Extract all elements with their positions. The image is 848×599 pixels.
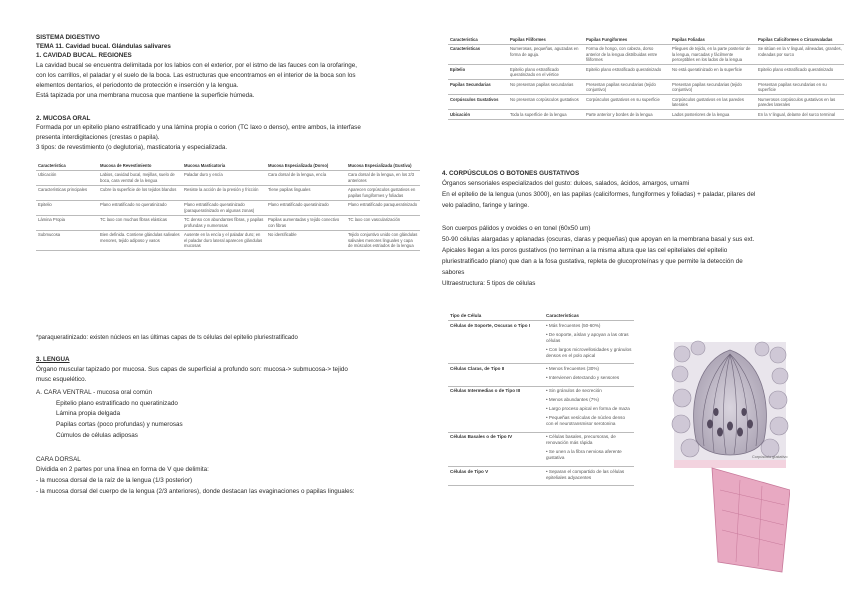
table-row <box>36 185 420 200</box>
table-row <box>448 321 634 364</box>
table-cell <box>544 386 634 432</box>
bullet-item: • De soporte, aíslan y apoyan a las otras células <box>546 331 629 343</box>
table-cell: Numerosos corpúsculos gustativos en las paredes laterales <box>756 95 844 110</box>
bullet-item: • Se unen a la fibra nerviosa aferente gustativa <box>546 449 622 461</box>
cara-dorsal-line: - la mucosa dorsal de la raíz de la lengua (1/3 posterior) <box>36 477 193 484</box>
table-cell: Se sitúan en la V lingual, alineadas, grandes, rodeadas por surco <box>756 44 844 64</box>
section-1-heading: 1. CAVIDAD BUCAL. REGIONES <box>36 52 132 59</box>
table-cell: Células Intermedias o de Tipo III <box>448 386 544 432</box>
table-cell <box>544 364 634 386</box>
bullet-item: • Con largos microvellosidades y gránulos densos en el polo apical <box>546 346 632 358</box>
table-row <box>448 386 634 432</box>
bullet-item: • Sin gránulos de secreción <box>546 388 602 394</box>
basal-membrane <box>674 460 786 468</box>
doc-subtitle: TEMA 11. Cavidad bucal. Glándulas salivares <box>36 43 171 50</box>
bullet-item: • Menos frecuentes (30%) <box>546 365 599 371</box>
section-4-line: pluriestratificado plano) que dan a la fosa gustativa, repleta de glucoproteínas y que permite la detección de <box>442 258 743 265</box>
bullet-item: • Pequeñas vesículas de núcleo denso con el neurotransmisor serotonina <box>546 415 625 427</box>
table-cell: Células de Soporte, Oscuras o Tipo I <box>448 321 544 364</box>
section-4-line: 50-90 células alargadas y aplanadas (oscuras, claras y pequeñas) que apoyan en la membrana basal y sus ext. <box>442 236 755 243</box>
section-1-line: La cavidad bucal se encuentra delimitada por los labios con el exterior, por el istmo de las fauces con la orofaringe, <box>36 62 357 69</box>
table-row <box>448 466 634 485</box>
bullet-item: • Intervienen detectando y sensores <box>546 374 620 380</box>
table-cell: Tiene papilas linguales <box>266 185 346 200</box>
table-cell: Aparecen corpúsculos gustativos en papilas fungiformes y foliadas <box>346 185 420 200</box>
cara-ventral-heading: A. CARA VENTRAL - mucosa oral común <box>36 389 152 396</box>
table-cell: Forma de hongo, con cabeza, dorso anterior de la lengua distribuidas entre filiformes <box>584 44 670 64</box>
table-cell: Lámina Propia <box>36 215 98 230</box>
table-header-row <box>448 311 634 321</box>
table-cell: Presentan papilas secundarias en su superficie <box>756 80 844 95</box>
table-header-cell: Papilas Caliciformes o Circunvaladas <box>758 36 833 42</box>
section-4-line: sabores <box>442 269 465 276</box>
table-cell: Células de Tipo V <box>448 466 544 485</box>
table-cell: Ubicación <box>448 110 508 120</box>
table-row <box>448 432 634 466</box>
section-4-line: En el epitelio de la lengua (unos 3000), en las papilas (caliciformes, fungiformes y foliadas) + paladar, pilares del <box>442 191 756 198</box>
table-cell: Tejido conjuntivo unido con glándulas salivales menores linguales y capa de músculos estriados de la lengua <box>346 230 420 250</box>
figure-caption: Corpúsculo gustativo <box>752 455 788 459</box>
table-header-cell: Papilas Fungiformes <box>586 36 628 42</box>
bullet-item: • Largo proceso apical en forma de maza <box>546 406 630 412</box>
section-4-line: Apicales llegan a los poros gustativos (no terminan a la misma altura que las cel epiteliales del epitelio <box>442 247 728 254</box>
table-cell: No está queratinizado en la superficie <box>670 65 756 80</box>
section-4-line: Son cuerpos pálidos y ovoides o en tonel (60x50 um) <box>442 225 591 232</box>
table-header-row <box>448 35 844 44</box>
nerve-tissue-block <box>712 468 790 572</box>
cara-dorsal-line: Dividida en 2 partes por una línea en forma de V que delimita: <box>36 466 209 473</box>
section-1-line: elementos dentarios, el periodonto de protección e inserción y la lengua. <box>36 82 239 89</box>
table-cell: Plano estratificado queratinizado <box>266 200 346 215</box>
table-cell: Pliegues de tejido, en la parte posterior de la lengua, marcadas y fácilmente perceptibles en los lados de la lengua <box>670 44 756 64</box>
cara-ventral-item: Papilas cortas (poco profundas) y numerosas <box>56 421 183 428</box>
table-cell: Epitelio <box>448 65 508 80</box>
cara-dorsal-heading: CARA DORSAL <box>36 456 81 463</box>
table-cell: Plano estratificado no queratinizado <box>98 200 182 215</box>
doc-title: SISTEMA DIGESTIVO <box>36 34 100 41</box>
table-header-cell: Papilas Foliadas <box>672 36 705 42</box>
table-cell: Cara dorsal de la lengua, encía <box>266 170 346 185</box>
table-cell: TC denso con abundantes fibras, y papilas profundas y numerosas <box>182 215 266 230</box>
table-header-cell: Mucosa Masticatoria <box>184 162 226 168</box>
mucosa-table <box>36 161 420 251</box>
table-row <box>36 200 420 215</box>
table-header-cell: Mucosa de Revestimiento <box>100 162 152 168</box>
papilas-table <box>448 35 844 120</box>
table-row <box>448 95 844 110</box>
table-cell: Características <box>448 44 508 64</box>
table-row <box>448 364 634 386</box>
table-cell: No presentan papilas secundarias <box>508 80 584 95</box>
table-cell: Ausente en la encía y el paladar duro; en el paladar duro lateral aparecen glándulas mucosas <box>182 230 266 250</box>
table-cell: No identificable <box>266 230 346 250</box>
bullet-item: • Más frecuentes (50-60%) <box>546 322 601 328</box>
table-cell: Epitelio plano estratificado queratinizado <box>756 65 844 80</box>
table-row <box>448 110 844 120</box>
table-cell: Presentan papilas secundarias (tejido conjuntivo) <box>584 80 670 95</box>
table-cell: TC laxo con vascularización <box>346 215 420 230</box>
table-cell: Lados posteriores de la lengua <box>670 110 756 120</box>
table-cell: Cubre la superficie de los tejidos blandos <box>98 185 182 200</box>
bullet-item: • Separan el compartido de las células epiteliales adyacentes <box>546 468 625 480</box>
table-cell: Epitelio <box>36 200 98 215</box>
table-row <box>448 80 844 95</box>
table-cell: Presentan papilas secundarias (tejido conjuntivo) <box>670 80 756 95</box>
section-4-line: Ultraestructura: 5 tipos de células <box>442 280 536 287</box>
section-2-line: 3 tipos: de revestimiento (o deglutoria), masticatoria y especializada. <box>36 144 228 151</box>
table-cell: Características principales <box>36 185 98 200</box>
cara-ventral-item: Lámina propia delgada <box>56 410 121 417</box>
section-1-line: Está tapizada por una membrana mucosa que mantiene la superficie húmeda. <box>36 92 255 99</box>
table-cell: Células Basales o de Tipo IV <box>448 432 544 466</box>
table-cell: Cara dorsal de la lengua, en los 2/3 anteriores <box>346 170 420 185</box>
table-cell: Papilas Secundarias <box>448 80 508 95</box>
table-cell: Corpúsculos gustativos en las paredes laterales <box>670 95 756 110</box>
taste-bud-illustration <box>670 340 790 575</box>
section-4-line: velo paladino, faringe y laringe. <box>442 202 530 209</box>
table-row <box>448 44 844 64</box>
table-cell: Epitelio plano estratificado queratinizado en el vértice <box>508 65 584 80</box>
table-header-cell: Mucosa Especializada (Dorso) <box>268 162 329 168</box>
cara-ventral-item: Cúmulos de células adiposas <box>56 432 138 439</box>
section-2-line: presenta interdigitaciones (crestas o papila). <box>36 134 160 141</box>
table-cell: Papilas aumentadas y tejido conectivo con fibras <box>266 215 346 230</box>
bullet-item: • Menos abundantes (7%) <box>546 397 599 403</box>
table-cell <box>544 321 634 364</box>
table-row <box>36 230 420 250</box>
table-row <box>36 170 420 185</box>
table-cell: Submucosa <box>36 230 98 250</box>
table-cell: Toda la superficie de la lengua <box>508 110 584 120</box>
table-cell: Corpúsculos Gustativos <box>448 95 508 110</box>
section-2-line: Formada por un epitelio plano estratificado y una lámina propia o corion (TC laxo o denso), entre ambos, la interfase <box>36 124 361 131</box>
cara-dorsal-line: - la mucosa dorsal del cuerpo de la lengua (2/3 anteriores), donde destacan las evaginaciones o papilas linguales: <box>36 488 355 495</box>
table-cell: Labios, cavidad bucal, mejillas, suelo de boca, cara ventral de la lengua <box>98 170 182 185</box>
section-2-heading: 2. MUCOSA ORAL <box>36 115 91 122</box>
section-3-heading: 3. LENGUA <box>36 356 70 363</box>
section-3-line: Órgano muscular tapizado por mucosa. Sus capas de superficial a profundo son: mucosa-> submucosa-> tejido <box>36 366 348 373</box>
table-cell: Paladar duro y encía <box>182 170 266 185</box>
section-4-line: Órganos sensoriales especializados del gusto: dulces, salados, ácidos, amargos, umami <box>442 180 690 187</box>
table-cell: No presentan corpúsculos gustativos <box>508 95 584 110</box>
section-3-line: musc esquelético. <box>36 376 87 383</box>
right-page <box>424 0 848 599</box>
table-header-cell: Característica <box>450 36 478 42</box>
section-1-line: con los carrillos, el paladar y el suelo de la boca. Las estructuras que encontramos en el interior de la boca son los <box>36 72 356 79</box>
table-cell: En la V lingual, delante del surco terminal <box>756 110 844 120</box>
table-header-cell: Característica <box>38 162 66 168</box>
table-cell: Resiste la acción de la presión y fricción <box>182 185 266 200</box>
cara-ventral-item: Epitelio plano estratificado no queratinizado <box>56 400 178 407</box>
footnote: *paraqueratinizado: existen núcleos en las últimas capas de ts células del epitelio pluriestratificado <box>36 335 298 341</box>
table-header-cell: Tipo de Célula <box>450 312 482 318</box>
table-header-cell: Características <box>546 312 579 318</box>
bullet-item: • Células basales, precursoras, de renovación más rápida <box>546 434 616 446</box>
table-header-cell: Mucosa Especializada (Gustiva) <box>348 162 412 168</box>
table-cell: Corpúsculos gustativos en su superficie <box>584 95 670 110</box>
table-cell <box>544 466 634 485</box>
table-row <box>36 215 420 230</box>
table-cell: Numerosas, pequeñas, aguzadas en forma de aguja. <box>508 44 584 64</box>
table-cell: Epitelio plano estratificado queratinizado <box>584 65 670 80</box>
table-cell: Parte anterior y bordes de la lengua <box>584 110 670 120</box>
table-cell: Ubicación <box>36 170 98 185</box>
table-header-cell: Papilas Filiformes <box>510 36 546 42</box>
table-cell: Bien definida. Contiene glándulas salivales menores, tejido adiposo y vasos <box>98 230 182 250</box>
table-header-row <box>36 161 420 170</box>
table-row <box>448 65 844 80</box>
table-cell: TC laxo con muchas fibras elásticas <box>98 215 182 230</box>
celulas-table <box>448 311 634 486</box>
table-cell: Plano estratificado paraqueratinizado <box>346 200 420 215</box>
table-cell <box>544 432 634 466</box>
table-cell: Plano estratificado queratinizado (paraqueratinizado en algunas zonas) <box>182 200 266 215</box>
table-cell: Células Claras, de Tipo II <box>448 364 544 386</box>
section-4-heading: 4. CORPÚSCULOS O BOTONES GUSTATIVOS <box>442 170 580 177</box>
